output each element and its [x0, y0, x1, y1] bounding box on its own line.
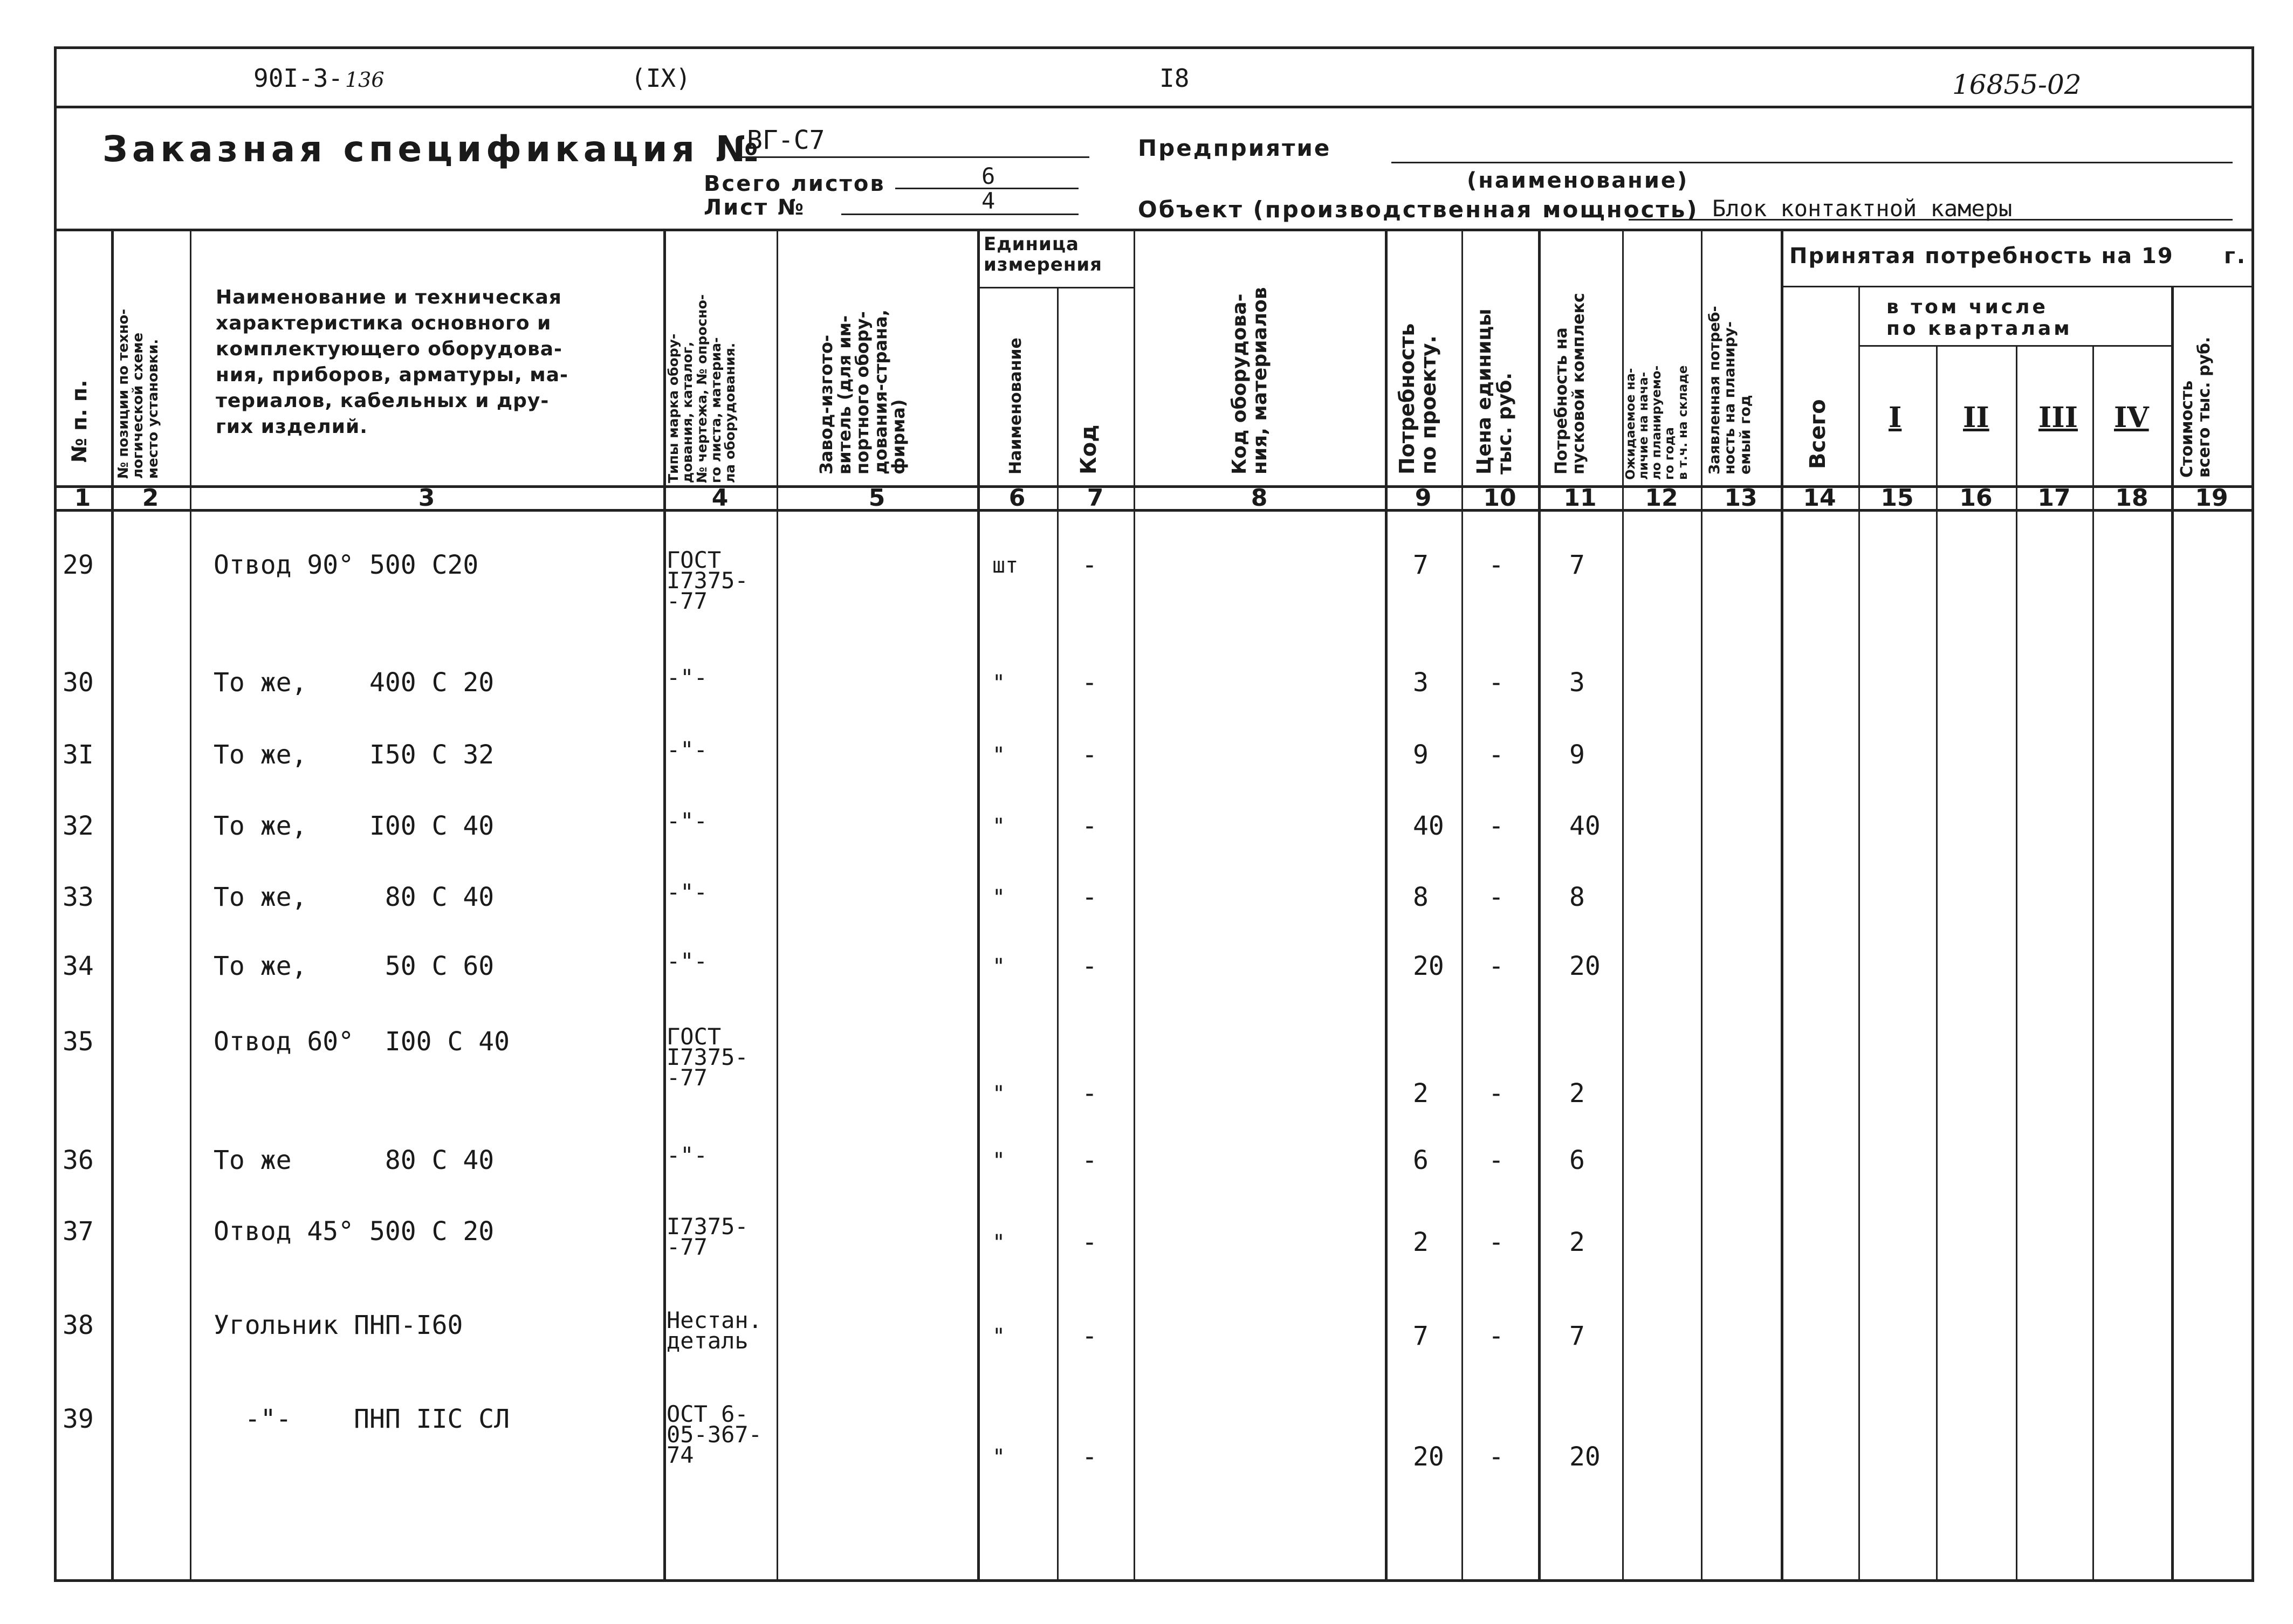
colnum-6: 6	[1008, 484, 1026, 512]
specification-title: Заказная спецификация №	[102, 128, 763, 170]
enterprise-label: Предприятие	[1138, 135, 1331, 161]
item-unit-code: -	[1082, 811, 1097, 841]
col-divider-7	[1134, 229, 1135, 1582]
colnum-14: 14	[1803, 484, 1836, 512]
quarters-divider	[1858, 345, 2171, 347]
item-unit: "	[992, 1445, 1006, 1470]
header-position: № позиции по техно- логической схеме место установки.	[115, 308, 161, 479]
header-unit-name: Наименование	[1006, 338, 1025, 474]
row-number: 3I	[63, 740, 94, 770]
col-divider-15	[1936, 345, 1938, 1582]
item-start-complex-need: 3	[1569, 668, 1585, 698]
page-number: I8	[1159, 64, 1190, 93]
item-type-mark: I7375- -77	[667, 1213, 749, 1260]
item-name: -"- ПНП IIС СЛ	[214, 1404, 510, 1434]
header-manufacturer: Завод-изгото- витель (для им- портного обору- дования-страна, фирма)	[816, 309, 909, 474]
item-unit-price: -	[1488, 882, 1504, 912]
item-project-need: 7	[1413, 550, 1429, 580]
item-project-need: 3	[1413, 668, 1429, 698]
item-start-complex-need: 2	[1569, 1227, 1585, 1257]
row-number: 32	[63, 811, 94, 841]
colnum-15: 15	[1880, 484, 1914, 512]
specification-number: ВГ-С7	[747, 125, 825, 155]
item-name: Отвод 60° I00 С 40	[214, 1027, 510, 1057]
item-unit-price: -	[1488, 550, 1504, 580]
col-divider-6	[1057, 287, 1059, 1582]
unit-group-divider	[977, 287, 1134, 288]
sheet-number: 4	[981, 188, 996, 214]
colnum-5: 5	[868, 484, 885, 512]
item-unit: "	[992, 885, 1006, 910]
col-divider-10	[1538, 229, 1541, 1582]
header-unit-group: Единица измерения	[984, 233, 1102, 276]
col-divider-14	[1858, 286, 1860, 1582]
header-equipment-code: Код оборудова- ния, материалов	[1228, 287, 1271, 474]
accepted-divider	[1781, 286, 2252, 287]
row-number: 34	[63, 951, 94, 981]
col-divider-2	[190, 229, 191, 1582]
item-unit-code: -	[1082, 1078, 1097, 1109]
item-type-mark: -"-	[667, 808, 708, 834]
item-type-mark: -"-	[667, 664, 708, 691]
item-unit-code: -	[1082, 1145, 1097, 1175]
item-name: То же, 400 С 20	[214, 668, 495, 698]
item-name: Угольник ПНП-I60	[214, 1310, 463, 1340]
item-start-complex-need: 7	[1569, 550, 1585, 580]
item-project-need: 6	[1413, 1145, 1429, 1175]
top-strip-divider	[54, 106, 2254, 108]
colnum-12: 12	[1645, 484, 1678, 512]
item-unit: "	[992, 1148, 1006, 1173]
header-project-need: Потребность по проекту.	[1395, 323, 1440, 474]
item-unit-code: -	[1082, 882, 1097, 912]
item-project-need: 40	[1413, 811, 1444, 841]
item-unit: шт	[992, 553, 1019, 578]
table-top-border	[54, 229, 2254, 231]
header-quarter-2: II	[1963, 401, 1989, 434]
header-row-number: № п. п.	[67, 380, 91, 463]
header-accepted-year-suffix: г.	[2224, 244, 2247, 269]
header-total: Всего	[1805, 399, 1830, 469]
header-expected-stock: Ожидаемое на- личие на нача- ло планируемо- го года в т.ч. на складе	[1624, 365, 1690, 480]
colnum-18: 18	[2115, 484, 2148, 512]
item-project-need: 2	[1413, 1227, 1429, 1257]
colnum-13: 13	[1724, 484, 1757, 512]
colnum-2: 2	[142, 484, 159, 512]
item-unit: "	[992, 671, 1006, 696]
item-name: То же, 50 С 60	[214, 951, 495, 981]
item-unit-code: -	[1082, 1442, 1097, 1472]
header-quarter-3: III	[2038, 401, 2078, 434]
row-number: 36	[63, 1145, 94, 1175]
item-type-mark: ГОСТ I7375- -77	[667, 1023, 749, 1091]
colnum-3: 3	[418, 484, 435, 512]
header-total-cost: Стоимость всего тыс. руб.	[2178, 336, 2214, 478]
header-type-mark: Типы марка обору- дования, каталог, № чертежа, № опросно- го листа, материа- ла оборудования.	[665, 294, 738, 483]
header-declared-need: Заявленная потреб- ность на планиру- емый год	[1706, 306, 1754, 474]
col-divider-8	[1385, 229, 1388, 1582]
item-unit: "	[992, 954, 1006, 979]
item-unit-price: -	[1488, 811, 1504, 841]
colnum-11: 11	[1563, 484, 1597, 512]
item-unit-price: -	[1488, 740, 1504, 770]
row-number: 37	[63, 1216, 94, 1247]
item-name: Отвод 45° 500 С 20	[214, 1216, 495, 1247]
header-accepted-need: Принятая потребность на 19	[1789, 244, 2174, 269]
item-project-need: 8	[1413, 882, 1429, 912]
item-start-complex-need: 6	[1569, 1145, 1585, 1175]
col-divider-12	[1701, 229, 1702, 1582]
sheet-label: Лист №	[704, 195, 806, 220]
item-unit-price: -	[1488, 1442, 1504, 1472]
item-start-complex-need: 20	[1569, 951, 1601, 981]
item-name: То же, 80 С 40	[214, 882, 495, 912]
item-project-need: 9	[1413, 740, 1429, 770]
item-unit-code: -	[1082, 1227, 1097, 1257]
item-start-complex-need: 8	[1569, 882, 1585, 912]
item-start-complex-need: 7	[1569, 1321, 1585, 1351]
item-unit-price: -	[1488, 668, 1504, 698]
header-start-complex-need: Потребность на пусковой комплекс	[1552, 293, 1588, 474]
header-quarter-4: IV	[2114, 401, 2149, 434]
sheets-total: 6	[981, 163, 996, 189]
item-start-complex-need: 9	[1569, 740, 1585, 770]
col-divider-1	[111, 229, 114, 1582]
item-start-complex-need: 20	[1569, 1442, 1601, 1472]
col-divider-18	[2171, 286, 2174, 1582]
item-unit-code: -	[1082, 668, 1097, 698]
colnum-4: 4	[711, 484, 729, 512]
item-unit: "	[992, 1082, 1006, 1106]
sheet-number-underline	[841, 214, 1079, 215]
item-type-mark: -"-	[667, 948, 708, 974]
item-type-mark: ОСТ 6- 05-367- 74	[667, 1401, 763, 1468]
item-unit-code: -	[1082, 1321, 1097, 1351]
item-type-mark: -"-	[667, 879, 708, 905]
item-type-mark: -"-	[667, 1142, 708, 1168]
item-project-need: 20	[1413, 951, 1444, 981]
item-unit-price: -	[1488, 1145, 1504, 1175]
sheets-total-label: Всего листов	[704, 171, 885, 196]
item-type-mark: Нестан. деталь	[667, 1307, 763, 1354]
item-unit-price: -	[1488, 1227, 1504, 1257]
colnum-9: 9	[1415, 484, 1432, 512]
row-number: 39	[63, 1404, 94, 1434]
item-type-mark: -"-	[667, 737, 708, 763]
header-unit-price: Цена единицы тыс. руб.	[1473, 308, 1516, 474]
row-number: 38	[63, 1310, 94, 1340]
object-value: Блок контактной камеры	[1712, 195, 2013, 222]
object-underline	[1629, 219, 2233, 221]
item-name: То же 80 С 40	[214, 1145, 495, 1175]
object-label: Объект (производственная мощность)	[1138, 196, 1699, 223]
item-unit: "	[992, 1230, 1006, 1255]
item-unit-code: -	[1082, 951, 1097, 981]
item-start-complex-need: 2	[1569, 1078, 1585, 1109]
item-project-need: 20	[1413, 1442, 1444, 1472]
part-number: (IX)	[631, 64, 691, 93]
handwritten-registration-number: 16855-02	[1952, 69, 2082, 100]
colnum-7: 7	[1087, 484, 1104, 512]
colnum-1: 1	[74, 484, 91, 512]
item-project-need: 2	[1413, 1078, 1429, 1109]
item-unit-price: -	[1488, 1321, 1504, 1351]
header-quarter-1: I	[1889, 401, 1902, 434]
col-divider-16	[2016, 345, 2017, 1582]
colnum-10: 10	[1483, 484, 1516, 512]
row-number: 30	[63, 668, 94, 698]
colnum-16: 16	[1959, 484, 1993, 512]
header-name-characteristic: Наименование и техническая характеристика основного и комплектующего оборудова- ния, приборов, арматуры, ма- териалов, кабельных и дру- гих изделий.	[216, 286, 568, 438]
header-quarters: в том числе по кварталам	[1886, 296, 2072, 340]
col-divider-17	[2092, 345, 2094, 1582]
item-name: То же, I50 С 32	[214, 740, 495, 770]
item-unit-code: -	[1082, 550, 1097, 580]
row-number: 35	[63, 1027, 94, 1057]
document-code-handwritten: 136	[345, 68, 385, 92]
colnum-8: 8	[1251, 484, 1268, 512]
item-start-complex-need: 40	[1569, 811, 1601, 841]
row-number: 29	[63, 550, 94, 580]
item-unit-price: -	[1488, 951, 1504, 981]
item-unit: "	[992, 743, 1006, 768]
item-unit: "	[992, 1324, 1006, 1349]
document-code: 90I-3-	[253, 64, 344, 93]
item-unit: "	[992, 814, 1006, 839]
item-name: То же, I00 С 40	[214, 811, 495, 841]
col-divider-9	[1461, 229, 1463, 1582]
name-caption: (наименование)	[1467, 168, 1689, 193]
col-divider-4	[777, 229, 778, 1582]
col-divider-5	[977, 229, 980, 1582]
colnum-19: 19	[2195, 484, 2228, 512]
number-underline	[739, 156, 1089, 158]
header-unit-code: Код	[1076, 424, 1101, 474]
item-unit-price: -	[1488, 1078, 1504, 1109]
item-type-mark: ГОСТ I7375- -77	[667, 547, 749, 614]
item-name: Отвод 90° 500 С20	[214, 550, 479, 580]
item-unit-code: -	[1082, 740, 1097, 770]
row-number: 33	[63, 882, 94, 912]
enterprise-underline	[1391, 162, 2233, 163]
colnum-17: 17	[2037, 484, 2071, 512]
item-project-need: 7	[1413, 1321, 1429, 1351]
col-divider-13	[1781, 229, 1783, 1582]
